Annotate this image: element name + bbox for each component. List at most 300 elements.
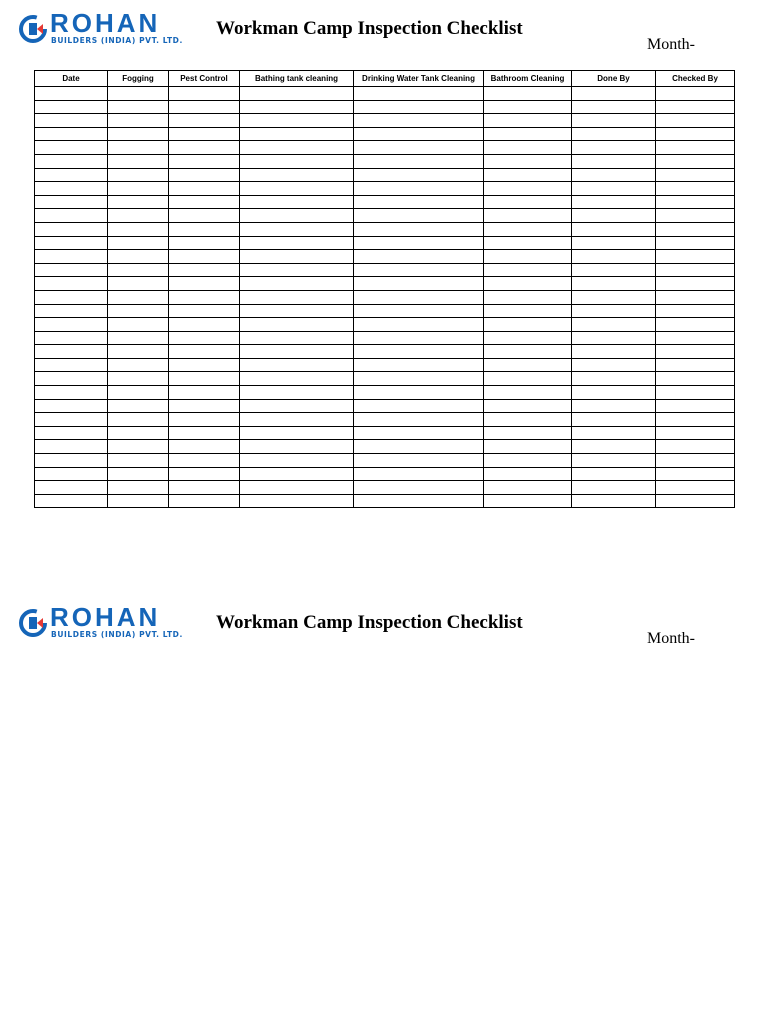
table-cell bbox=[656, 263, 735, 277]
month-label: Month- bbox=[647, 36, 695, 53]
table-cell bbox=[169, 440, 240, 454]
table-cell bbox=[240, 250, 354, 264]
table-cell bbox=[35, 345, 108, 359]
table-cell bbox=[108, 209, 169, 223]
table-cell bbox=[484, 481, 572, 495]
logo-subtitle: BUILDERS (INDIA) PVT. LTD. bbox=[51, 36, 183, 45]
table-cell bbox=[240, 386, 354, 400]
table-row bbox=[35, 141, 735, 155]
table-cell bbox=[656, 87, 735, 101]
table-cell bbox=[169, 290, 240, 304]
month-label: Month- bbox=[647, 630, 695, 647]
table-cell bbox=[484, 331, 572, 345]
table-cell bbox=[572, 413, 656, 427]
table-cell bbox=[108, 331, 169, 345]
table-cell bbox=[108, 399, 169, 413]
table-row bbox=[35, 290, 735, 304]
table-cell bbox=[240, 195, 354, 209]
table-cell bbox=[656, 440, 735, 454]
table-cell bbox=[354, 345, 484, 359]
table-cell bbox=[108, 127, 169, 141]
table-header-row bbox=[35, 71, 735, 87]
table-cell bbox=[484, 154, 572, 168]
table-cell bbox=[169, 467, 240, 481]
table-row bbox=[35, 114, 735, 128]
table-cell bbox=[572, 372, 656, 386]
table-cell bbox=[572, 195, 656, 209]
table-row bbox=[35, 331, 735, 345]
table-cell bbox=[169, 141, 240, 155]
table-cell bbox=[35, 222, 108, 236]
table-cell bbox=[35, 413, 108, 427]
table-cell bbox=[572, 454, 656, 468]
table-cell bbox=[108, 358, 169, 372]
table-cell bbox=[656, 331, 735, 345]
table-cell bbox=[484, 358, 572, 372]
table-cell bbox=[354, 290, 484, 304]
table-cell bbox=[354, 440, 484, 454]
table-cell bbox=[35, 467, 108, 481]
table-row bbox=[35, 372, 735, 386]
table-cell bbox=[354, 277, 484, 291]
table-cell bbox=[108, 195, 169, 209]
table-cell bbox=[108, 250, 169, 264]
table-row bbox=[35, 222, 735, 236]
table-row bbox=[35, 236, 735, 250]
table-cell bbox=[240, 209, 354, 223]
table-cell bbox=[656, 304, 735, 318]
table-cell bbox=[656, 277, 735, 291]
table-row bbox=[35, 263, 735, 277]
table-row bbox=[35, 454, 735, 468]
table-cell bbox=[108, 290, 169, 304]
table-cell bbox=[108, 263, 169, 277]
table-row bbox=[35, 127, 735, 141]
table-cell bbox=[240, 87, 354, 101]
table-cell bbox=[484, 494, 572, 508]
table-cell bbox=[572, 236, 656, 250]
table-cell bbox=[484, 209, 572, 223]
table-cell bbox=[572, 87, 656, 101]
table-cell bbox=[484, 440, 572, 454]
table-cell bbox=[108, 413, 169, 427]
table-cell bbox=[35, 250, 108, 264]
company-logo bbox=[18, 602, 183, 644]
table-cell bbox=[240, 440, 354, 454]
table-cell bbox=[108, 426, 169, 440]
table-cell bbox=[484, 277, 572, 291]
table-row bbox=[35, 195, 735, 209]
table-cell bbox=[484, 168, 572, 182]
table-cell bbox=[354, 358, 484, 372]
column-header-drinking-water-tank-cleaning: Drinking Water Tank Cleaning bbox=[354, 71, 484, 87]
table-row bbox=[35, 304, 735, 318]
table-cell bbox=[354, 318, 484, 332]
table-cell bbox=[572, 331, 656, 345]
table-cell bbox=[108, 440, 169, 454]
table-row bbox=[35, 399, 735, 413]
table-cell bbox=[35, 494, 108, 508]
table-cell bbox=[354, 127, 484, 141]
page-header bbox=[0, 6, 768, 66]
table-cell bbox=[240, 358, 354, 372]
page-header-repeat bbox=[0, 600, 768, 660]
table-row bbox=[35, 209, 735, 223]
table-cell bbox=[108, 481, 169, 495]
table-cell bbox=[572, 250, 656, 264]
table-cell bbox=[572, 114, 656, 128]
table-cell bbox=[656, 195, 735, 209]
table-cell bbox=[354, 331, 484, 345]
table-cell bbox=[35, 141, 108, 155]
table-cell bbox=[484, 263, 572, 277]
table-cell bbox=[240, 413, 354, 427]
table-cell bbox=[572, 345, 656, 359]
table-cell bbox=[108, 318, 169, 332]
inspection-table bbox=[34, 70, 735, 508]
table-cell bbox=[484, 182, 572, 196]
table-cell bbox=[484, 236, 572, 250]
table-cell bbox=[108, 386, 169, 400]
table-cell bbox=[169, 386, 240, 400]
table-cell bbox=[572, 481, 656, 495]
table-cell bbox=[35, 426, 108, 440]
table-cell bbox=[572, 168, 656, 182]
table-cell bbox=[108, 277, 169, 291]
table-cell bbox=[484, 386, 572, 400]
table-cell bbox=[656, 467, 735, 481]
table-cell bbox=[572, 399, 656, 413]
table-cell bbox=[354, 154, 484, 168]
logo-subtitle: BUILDERS (INDIA) PVT. LTD. bbox=[51, 630, 183, 639]
table-cell bbox=[169, 304, 240, 318]
table-cell bbox=[354, 467, 484, 481]
table-cell bbox=[572, 154, 656, 168]
table-cell bbox=[240, 454, 354, 468]
table-cell bbox=[484, 304, 572, 318]
table-cell bbox=[240, 114, 354, 128]
table-cell bbox=[572, 222, 656, 236]
table-cell bbox=[656, 494, 735, 508]
table-cell bbox=[35, 236, 108, 250]
table-cell bbox=[35, 399, 108, 413]
table-cell bbox=[240, 100, 354, 114]
table-cell bbox=[108, 304, 169, 318]
table-cell bbox=[354, 263, 484, 277]
table-row bbox=[35, 386, 735, 400]
table-cell bbox=[35, 263, 108, 277]
table-cell bbox=[169, 168, 240, 182]
table-cell bbox=[108, 222, 169, 236]
table-cell bbox=[572, 440, 656, 454]
table-row bbox=[35, 168, 735, 182]
table-cell bbox=[354, 372, 484, 386]
table-cell bbox=[354, 222, 484, 236]
table-cell bbox=[240, 141, 354, 155]
table-cell bbox=[484, 114, 572, 128]
table-cell bbox=[484, 141, 572, 155]
table-cell bbox=[35, 277, 108, 291]
table-cell bbox=[656, 154, 735, 168]
table-row bbox=[35, 182, 735, 196]
table-cell bbox=[656, 399, 735, 413]
table-cell bbox=[240, 372, 354, 386]
table-cell bbox=[354, 494, 484, 508]
table-cell bbox=[240, 236, 354, 250]
table-row bbox=[35, 481, 735, 495]
table-cell bbox=[354, 454, 484, 468]
table-cell bbox=[656, 454, 735, 468]
table-cell bbox=[240, 154, 354, 168]
table-cell bbox=[354, 250, 484, 264]
table-row bbox=[35, 440, 735, 454]
table-cell bbox=[656, 413, 735, 427]
rohan-logo-icon bbox=[18, 14, 48, 44]
table-cell bbox=[108, 141, 169, 155]
table-cell bbox=[240, 277, 354, 291]
table-cell bbox=[572, 358, 656, 372]
table-row bbox=[35, 318, 735, 332]
table-cell bbox=[169, 236, 240, 250]
table-cell bbox=[108, 100, 169, 114]
table-cell bbox=[169, 263, 240, 277]
table-cell bbox=[572, 127, 656, 141]
table-cell bbox=[572, 209, 656, 223]
table-cell bbox=[484, 426, 572, 440]
table-cell bbox=[354, 114, 484, 128]
table-cell bbox=[240, 399, 354, 413]
table-cell bbox=[484, 413, 572, 427]
table-cell bbox=[169, 426, 240, 440]
table-cell bbox=[240, 222, 354, 236]
table-cell bbox=[35, 454, 108, 468]
table-cell bbox=[354, 209, 484, 223]
table-cell bbox=[108, 494, 169, 508]
table-cell bbox=[354, 426, 484, 440]
table-row bbox=[35, 87, 735, 101]
table-cell bbox=[35, 209, 108, 223]
table-cell bbox=[169, 154, 240, 168]
table-cell bbox=[484, 454, 572, 468]
table-cell bbox=[108, 236, 169, 250]
table-cell bbox=[169, 481, 240, 495]
table-cell bbox=[240, 127, 354, 141]
table-cell bbox=[108, 114, 169, 128]
column-header-date: Date bbox=[35, 71, 108, 87]
table-cell bbox=[656, 358, 735, 372]
table-cell bbox=[35, 127, 108, 141]
table-cell bbox=[240, 168, 354, 182]
table-cell bbox=[656, 372, 735, 386]
table-cell bbox=[169, 345, 240, 359]
table-cell bbox=[656, 168, 735, 182]
table-cell bbox=[240, 182, 354, 196]
table-cell bbox=[240, 318, 354, 332]
table-cell bbox=[572, 263, 656, 277]
table-cell bbox=[240, 467, 354, 481]
table-cell bbox=[35, 290, 108, 304]
table-cell bbox=[484, 100, 572, 114]
table-cell bbox=[35, 168, 108, 182]
table-row bbox=[35, 426, 735, 440]
table-cell bbox=[354, 168, 484, 182]
rohan-logo-icon bbox=[18, 608, 48, 638]
column-header-fogging: Fogging bbox=[108, 71, 169, 87]
table-cell bbox=[108, 168, 169, 182]
table-cell bbox=[169, 127, 240, 141]
table-row bbox=[35, 154, 735, 168]
company-logo bbox=[18, 8, 183, 50]
table-cell bbox=[169, 358, 240, 372]
table-cell bbox=[169, 454, 240, 468]
table-cell bbox=[169, 100, 240, 114]
table-cell bbox=[572, 277, 656, 291]
table-cell bbox=[656, 114, 735, 128]
table-cell bbox=[35, 114, 108, 128]
table-cell bbox=[484, 87, 572, 101]
table-cell bbox=[240, 494, 354, 508]
table-cell bbox=[35, 304, 108, 318]
table-cell bbox=[484, 467, 572, 481]
table-cell bbox=[656, 222, 735, 236]
table-cell bbox=[35, 318, 108, 332]
table-cell bbox=[354, 141, 484, 155]
table-row bbox=[35, 467, 735, 481]
table-cell bbox=[572, 290, 656, 304]
table-cell bbox=[169, 250, 240, 264]
table-cell bbox=[169, 331, 240, 345]
logo-wordmark: ROHAN bbox=[50, 602, 161, 632]
table-cell bbox=[354, 236, 484, 250]
table-row bbox=[35, 277, 735, 291]
table-cell bbox=[656, 182, 735, 196]
table-cell bbox=[108, 454, 169, 468]
table-cell bbox=[354, 182, 484, 196]
table-cell bbox=[108, 345, 169, 359]
table-cell bbox=[169, 372, 240, 386]
table-cell bbox=[35, 358, 108, 372]
table-cell bbox=[354, 87, 484, 101]
table-cell bbox=[240, 481, 354, 495]
table-cell bbox=[35, 100, 108, 114]
table-cell bbox=[240, 426, 354, 440]
table-cell bbox=[169, 87, 240, 101]
table-row bbox=[35, 494, 735, 508]
table-cell bbox=[35, 195, 108, 209]
document-title: Workman Camp Inspection Checklist bbox=[216, 612, 523, 633]
table-cell bbox=[108, 154, 169, 168]
table-cell bbox=[240, 290, 354, 304]
table-cell bbox=[35, 182, 108, 196]
table-cell bbox=[656, 318, 735, 332]
table-cell bbox=[35, 481, 108, 495]
table-cell bbox=[169, 277, 240, 291]
table-cell bbox=[169, 399, 240, 413]
table-cell bbox=[656, 426, 735, 440]
table-cell bbox=[656, 141, 735, 155]
table-cell bbox=[108, 87, 169, 101]
table-cell bbox=[354, 399, 484, 413]
table-cell bbox=[572, 318, 656, 332]
table-cell bbox=[354, 386, 484, 400]
table-cell bbox=[108, 467, 169, 481]
table-cell bbox=[484, 290, 572, 304]
table-row bbox=[35, 413, 735, 427]
table-row bbox=[35, 250, 735, 264]
table-cell bbox=[354, 304, 484, 318]
table-cell bbox=[35, 331, 108, 345]
table-cell bbox=[656, 290, 735, 304]
table-cell bbox=[169, 182, 240, 196]
table-cell bbox=[354, 195, 484, 209]
table-cell bbox=[656, 209, 735, 223]
table-cell bbox=[169, 413, 240, 427]
table-row bbox=[35, 358, 735, 372]
table-cell bbox=[484, 127, 572, 141]
table-cell bbox=[108, 372, 169, 386]
table-cell bbox=[35, 386, 108, 400]
table-cell bbox=[169, 222, 240, 236]
table-cell bbox=[572, 100, 656, 114]
table-cell bbox=[572, 467, 656, 481]
table-cell bbox=[572, 386, 656, 400]
table-cell bbox=[169, 209, 240, 223]
table-cell bbox=[354, 413, 484, 427]
table-row bbox=[35, 100, 735, 114]
document-title: Workman Camp Inspection Checklist bbox=[216, 18, 523, 39]
table-cell bbox=[35, 154, 108, 168]
table-cell bbox=[484, 250, 572, 264]
table-cell bbox=[484, 318, 572, 332]
table-cell bbox=[484, 222, 572, 236]
table-cell bbox=[169, 494, 240, 508]
table-cell bbox=[656, 100, 735, 114]
table-cell bbox=[484, 195, 572, 209]
table-cell bbox=[656, 127, 735, 141]
table-cell bbox=[35, 372, 108, 386]
table-cell bbox=[240, 345, 354, 359]
table-cell bbox=[169, 318, 240, 332]
table-cell bbox=[108, 182, 169, 196]
logo-wordmark: ROHAN bbox=[50, 8, 161, 38]
table-cell bbox=[35, 87, 108, 101]
table-cell bbox=[656, 250, 735, 264]
column-header-checked-by: Checked By bbox=[656, 71, 735, 87]
table-cell bbox=[572, 494, 656, 508]
table-cell bbox=[484, 372, 572, 386]
table-cell bbox=[240, 331, 354, 345]
column-header-pest-control: Pest Control bbox=[169, 71, 240, 87]
table-cell bbox=[572, 426, 656, 440]
table-cell bbox=[169, 195, 240, 209]
column-header-bathroom-cleaning: Bathroom Cleaning bbox=[484, 71, 572, 87]
table-cell bbox=[656, 481, 735, 495]
column-header-done-by: Done By bbox=[572, 71, 656, 87]
table-cell bbox=[572, 304, 656, 318]
table-cell bbox=[354, 481, 484, 495]
table-cell bbox=[656, 386, 735, 400]
table-cell bbox=[240, 304, 354, 318]
column-header-bathing-tank-cleaning: Bathing tank cleaning bbox=[240, 71, 354, 87]
table-cell bbox=[656, 345, 735, 359]
table-cell bbox=[656, 236, 735, 250]
table-cell bbox=[169, 114, 240, 128]
table-cell bbox=[572, 182, 656, 196]
table-cell bbox=[354, 100, 484, 114]
table-cell bbox=[484, 345, 572, 359]
table-cell bbox=[35, 440, 108, 454]
table-body bbox=[35, 87, 735, 508]
